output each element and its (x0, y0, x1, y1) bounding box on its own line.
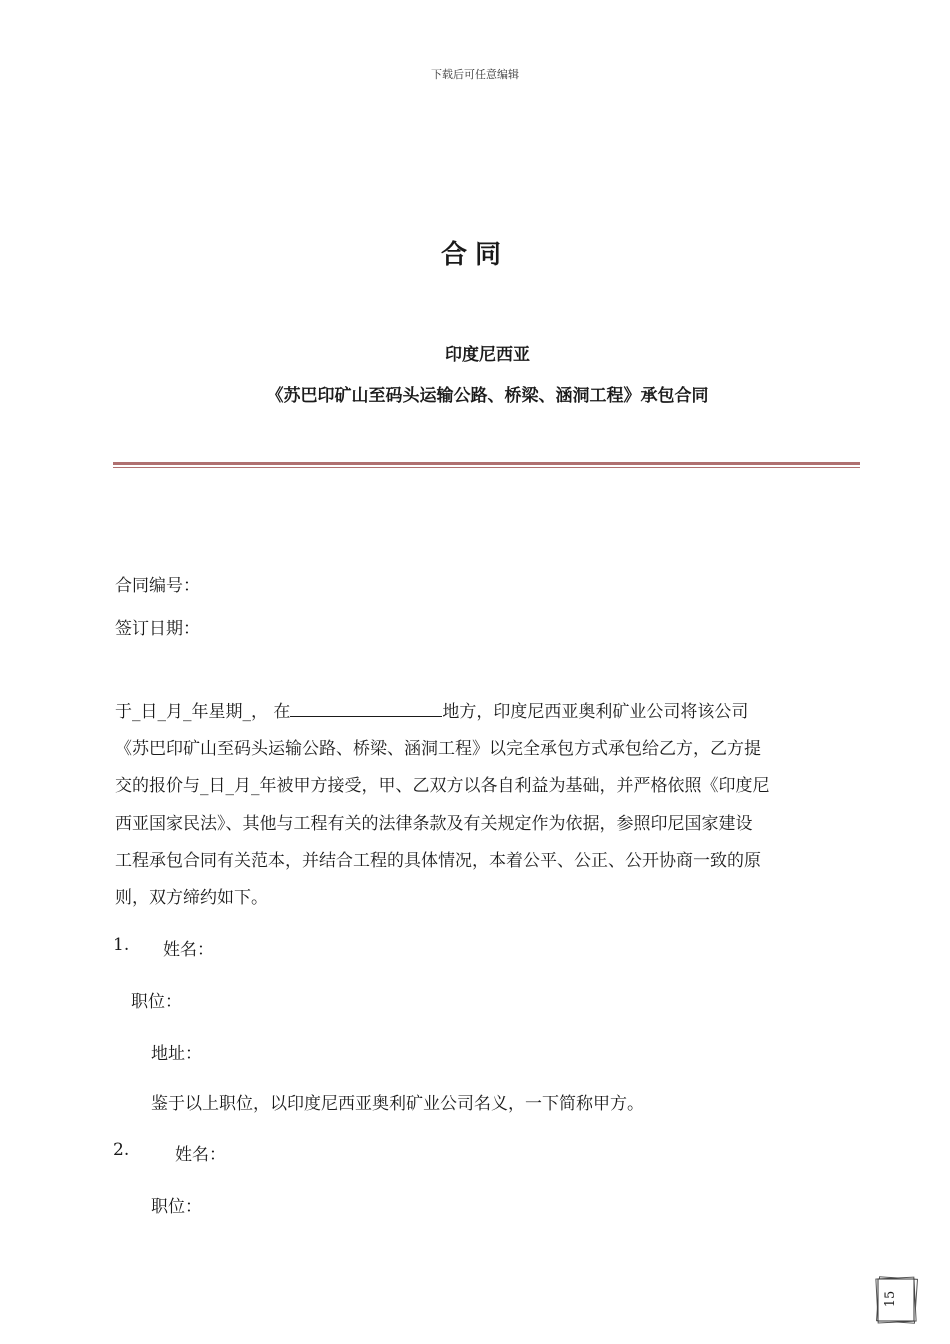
subtitle-project: 《苏巴印矿山至码头运输公路、桥梁、涵洞工程》承包合同 (266, 386, 709, 406)
preamble-line-1-start: 于_日_月_年星期_， 在 (115, 702, 291, 722)
party1-position-label: 职位： (131, 992, 182, 1012)
document-title: 合同 (440, 240, 509, 270)
preamble-line-1 (115, 694, 855, 731)
preamble-paragraph (115, 694, 855, 917)
preamble-line-1-end: 地方，印度尼西亚奥利矿业公司将该公司 (442, 702, 749, 722)
contract-number-label: 合同编号： (115, 576, 200, 596)
party1-name-label: 姓名： (163, 940, 214, 960)
preamble-line-6: 则，双方缔约如下。 (115, 888, 268, 909)
preamble-line-2: 《苏巴印矿山至码头运输公路、桥梁、涵洞工程》以完全承包方式承包给乙方，乙方提 (115, 739, 761, 760)
place-blank-underline (290, 699, 442, 717)
party2-number: 2. (113, 1140, 130, 1160)
sign-date-label: 签订日期： (115, 619, 200, 639)
title-divider-thick (113, 462, 860, 465)
party1-address-label: 地址： (151, 1044, 202, 1064)
preamble-line-3: 交的报价与_日_月_年被甲方接受，甲、乙双方以各自利益为基础，并严格依照《印度尼 (115, 776, 770, 797)
preamble-line-5: 工程承包合同有关范本，并结合工程的具体情况，本着公平、公正、公开协商一致的原 (115, 850, 761, 871)
party2-position-label: 职位： (151, 1197, 202, 1217)
title-divider-thin (113, 467, 860, 468)
page-number: 15 (883, 1290, 898, 1308)
subtitle-country: 印度尼西亚 (445, 345, 530, 365)
preamble-line-4: 西亚国家民法》、其他与工程有关的法律条款及有关规定作为依据，参照印尼国家建设 (115, 813, 753, 834)
party2-name-label: 姓名： (175, 1145, 226, 1165)
header-note: 下载后可任意编辑 (431, 68, 519, 81)
party1-number: 1. (113, 935, 130, 955)
party1-note: 鉴于以上职位，以印度尼西亚奥利矿业公司名义，一下简称甲方。 (151, 1094, 644, 1114)
